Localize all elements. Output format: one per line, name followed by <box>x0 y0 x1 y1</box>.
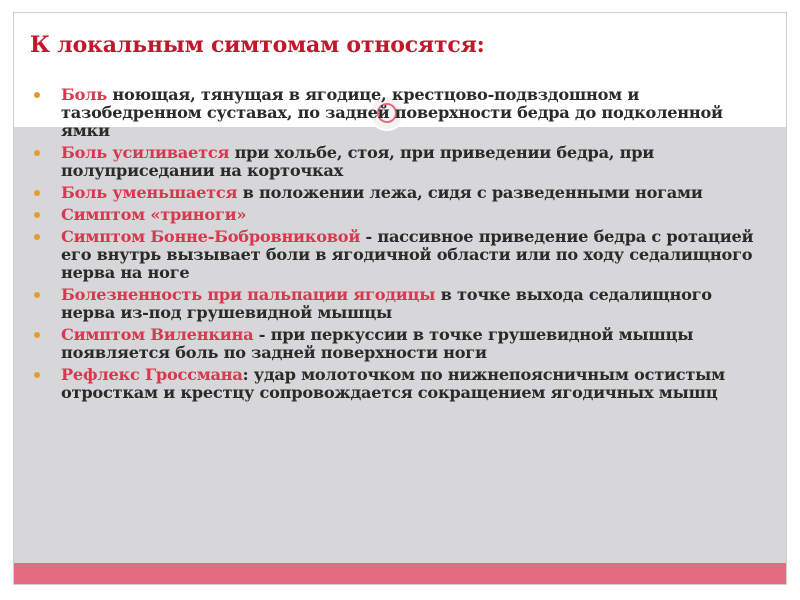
item-highlight: Болезненность при пальпации ягодицы <box>61 285 436 304</box>
bullet-dot-icon <box>34 234 40 240</box>
item-highlight: Симптом Виленкина <box>61 325 254 344</box>
item-highlight: Рефлекс Гроссмана <box>61 365 243 384</box>
item-highlight: Симптом «триноги» <box>61 205 247 224</box>
bullet-dot-icon <box>34 292 40 298</box>
item-text: в положении лежа, сидя с разведенными ногами <box>237 183 703 202</box>
pink-footer-band <box>14 563 786 585</box>
list-item <box>34 144 769 180</box>
list-item <box>34 206 769 224</box>
list-item <box>34 184 769 202</box>
item-text: - при перкуссии в точке грушевидной мышцы появляется боль по задней поверхности ноги <box>61 325 694 362</box>
bullet-dot-icon <box>34 212 40 218</box>
symptom-list <box>34 86 769 406</box>
item-text: в точке выхода седалищного нерва из-под грушевидной мышцы <box>61 285 712 322</box>
list-item <box>34 286 769 322</box>
bullet-dot-icon <box>34 190 40 196</box>
item-highlight: Симптом Бонне-Бобровниковой <box>61 227 361 246</box>
list-item <box>34 326 769 362</box>
bullet-dot-icon <box>34 150 40 156</box>
bullet-dot-icon <box>34 92 40 98</box>
list-item <box>34 228 769 282</box>
list-item <box>34 86 769 140</box>
item-highlight: Боль усиливается <box>61 143 230 162</box>
item-highlight: Боль уменьшается <box>61 183 238 202</box>
item-text: ноющая, тянущая в ягодице, крестцово-подвздошном и тазобедренном суставах, по задней поверхности бедра до подколенной ямки <box>61 85 723 140</box>
item-highlight: Боль <box>61 85 108 104</box>
slide-title: К локальным симтомам относятся: <box>30 32 485 58</box>
list-item <box>34 366 769 402</box>
bullet-dot-icon <box>34 332 40 338</box>
bullet-dot-icon <box>34 372 40 378</box>
item-text: - пассивное приведение бедра с ротацией его внутрь вызывает боли в ягодичной области или по ходу седалищного нерва на ноге <box>61 227 754 282</box>
item-text: : удар молоточком по нижнепоясничным остистым отросткам и крестцу сопровождается сокращением ягодичных мышц <box>61 365 725 402</box>
item-text: при хольбе, стоя, при приведении бедра, при полуприседании на корточках <box>61 143 655 180</box>
